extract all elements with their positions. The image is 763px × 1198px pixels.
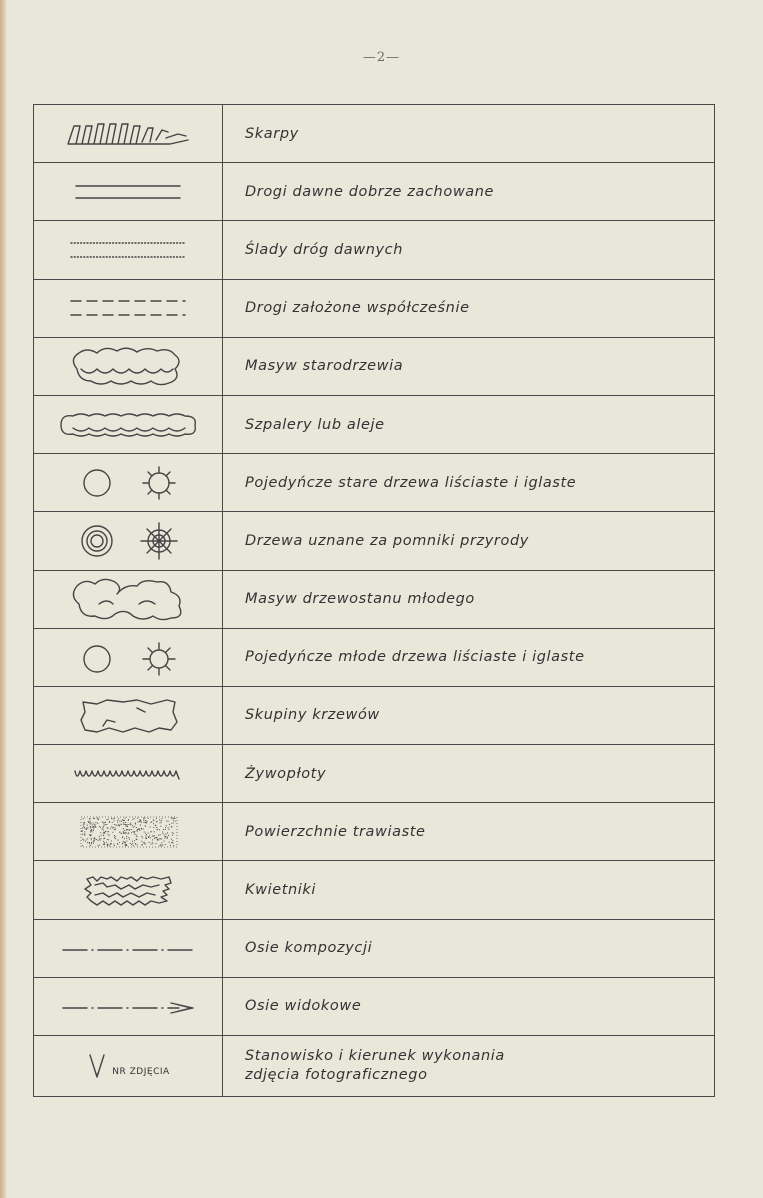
legend-label: Masyw starodrzewia	[245, 358, 404, 375]
legend-label: Osie kompozycji	[245, 940, 373, 957]
legend-row	[34, 745, 714, 803]
legend-label: Powierzchnie trawiaste	[245, 823, 426, 840]
legend-row	[34, 396, 714, 454]
page-edge	[0, 0, 6, 1198]
legend-label: Pojedyńcze stare drzewa liściaste i iglaste	[245, 474, 577, 491]
legend-row	[34, 221, 714, 279]
circle-and-star-icon	[34, 454, 223, 511]
legend-label: Drogi dawne dobrze zachowane	[245, 183, 495, 200]
page-number: —2—	[362, 50, 401, 65]
dashed-double-lines-icon	[34, 280, 223, 337]
legend-label: Drzewa uznane za pomniki przyrody	[245, 532, 529, 549]
legend-label: Masyw drzewostanu młodego	[245, 591, 475, 608]
skarpy-symbol-icon	[34, 105, 223, 162]
legend-label-line1: Stanowisko i kierunek wykonania	[245, 1048, 505, 1064]
legend-label	[223, 1036, 714, 1096]
legend-row	[34, 861, 714, 919]
legend-row	[34, 978, 714, 1036]
legend-row	[34, 280, 714, 338]
legend-row	[34, 454, 714, 512]
v-mark-icon	[34, 1036, 223, 1096]
stippled-rectangle-icon	[34, 803, 223, 860]
legend-label: Osie widokowe	[245, 998, 362, 1015]
legend-row	[34, 803, 714, 861]
meander-block-icon	[34, 861, 223, 918]
shrub-patch-icon	[34, 687, 223, 744]
legend-row	[34, 105, 714, 163]
legend-label: Skupiny krzewów	[245, 707, 380, 724]
double-circle-and-star-icon	[34, 512, 223, 569]
legend-label: Drogi założone współcześnie	[245, 300, 470, 317]
dash-dot-arrow-icon	[34, 978, 223, 1035]
legend-table	[33, 104, 715, 1097]
legend-label: Skarpy	[245, 125, 299, 142]
legend-label: Pojedyńcze młode drzewa liściaste i iglaste	[245, 649, 585, 666]
legend-row	[34, 629, 714, 687]
legend-row	[34, 1036, 714, 1096]
small-circle-and-star-icon	[34, 629, 223, 686]
wavy-line-icon	[34, 745, 223, 802]
cloud-cluster-icon	[34, 338, 223, 395]
legend-row	[34, 163, 714, 221]
legend-label: Szpalery lub aleje	[245, 416, 385, 433]
scalloped-band-icon	[34, 396, 223, 453]
legend-row	[34, 512, 714, 570]
legend-label: Ślady dróg dawnych	[245, 241, 404, 258]
legend-label-line2: zdjęcia fotograficznego	[245, 1067, 428, 1083]
legend-row	[34, 920, 714, 978]
legend-row	[34, 338, 714, 396]
legend-row	[34, 687, 714, 745]
legend-row	[34, 571, 714, 629]
dotted-double-lines-icon	[34, 221, 223, 278]
legend-label: Żywopłoty	[245, 765, 327, 782]
solid-double-lines-icon	[34, 163, 223, 220]
legend-label: Kwietniki	[245, 882, 317, 899]
dash-dot-line-icon	[34, 920, 223, 977]
photo-number-label: NR ZDJĘCIA	[112, 1067, 170, 1077]
cloud-outline-icon	[34, 571, 223, 628]
